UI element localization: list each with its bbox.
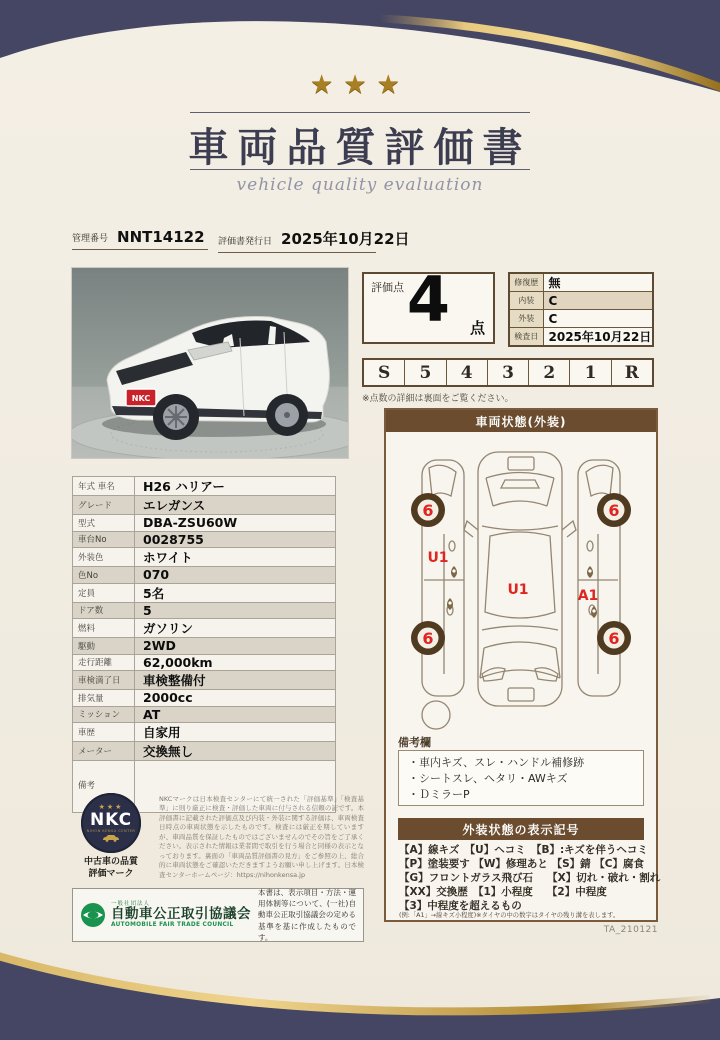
- tire-tread-rear-left: 6: [422, 629, 434, 648]
- exterior-grade-label: 外装: [509, 310, 543, 328]
- remark-line: ・車内キズ、スレ・ハンドル補修跡: [408, 756, 585, 769]
- table-row: [509, 292, 653, 310]
- legend-line: 【A】線キズ 【U】ヘコミ 【B】:キズを伴うヘコミ: [399, 844, 648, 856]
- nkc-logo: [72, 793, 150, 880]
- scale-note: ※点数の詳細は裏面をご覧ください。: [362, 394, 514, 404]
- spec-label: 駆動: [73, 638, 135, 655]
- table-row: [73, 690, 336, 707]
- spec-value: 自家用: [135, 723, 336, 742]
- table-row: [73, 515, 336, 532]
- council-statement: 本書は、表示項目・方法・運用体制等について、(一社)自動車公正取引協議会の定める基準を基に作成したものです。: [258, 887, 356, 942]
- spec-label: 型式: [73, 515, 135, 532]
- score-unit: 点: [469, 319, 485, 337]
- table-row: [73, 671, 336, 690]
- score-label: 評価点: [371, 281, 404, 294]
- table-row: [509, 328, 653, 347]
- legend-line: 【P】塗装要す 【W】修理あと 【S】錆 【C】腐食: [399, 857, 645, 870]
- table-row: [509, 310, 653, 328]
- spec-value: H26 ハリアー: [135, 477, 336, 496]
- table-row: [509, 273, 653, 292]
- remark-line: ・シートスレ、ヘタリ・AWキズ: [408, 771, 568, 785]
- table-row: [73, 496, 336, 515]
- legend-header: 外装状態の表示記号: [398, 818, 644, 840]
- spec-value: ガソリン: [135, 619, 336, 638]
- tire-tread-front-left: 6: [422, 501, 434, 520]
- nkc-logo-subtext: NIHON KENSA CENTER: [86, 829, 136, 834]
- table-row: [73, 706, 336, 723]
- table-row: [73, 567, 336, 584]
- table-row: [73, 742, 336, 761]
- title-rule-top: [190, 112, 530, 113]
- spec-label: 車台No: [73, 531, 135, 548]
- exterior-grade-value: C: [543, 310, 653, 328]
- spec-label: 車検満了日: [73, 671, 135, 690]
- spec-value: 車検整備付: [135, 671, 336, 690]
- score-value: 4: [406, 263, 451, 336]
- council-org-type: 一般社団法人: [111, 900, 151, 907]
- table-row: [73, 619, 336, 638]
- spec-value: 2WD: [135, 638, 336, 655]
- council-logo-group: [80, 902, 251, 929]
- scale-cell-s: S: [364, 360, 405, 385]
- repair-history-value: 無: [543, 273, 653, 292]
- vehicle-photo: [72, 268, 348, 458]
- score-box: [362, 263, 495, 344]
- spec-label: 備考: [73, 761, 135, 813]
- spec-label: メーター: [73, 742, 135, 761]
- spec-value: 交換無し: [135, 742, 336, 761]
- spec-value: 0028755: [135, 531, 336, 548]
- management-number-value: NNT14122: [117, 228, 205, 246]
- inspection-date-label: 検査日: [509, 328, 543, 347]
- score-scale: [362, 358, 654, 387]
- management-number-label: 管理番号: [72, 234, 109, 244]
- spec-value: 5名: [135, 583, 336, 602]
- spec-value: ホワイト: [135, 548, 336, 567]
- spec-label: 排気量: [73, 690, 135, 707]
- car-icon: [102, 834, 120, 842]
- page-subtitle: vehicle quality evaluation: [236, 175, 484, 195]
- spec-label: 走行距離: [73, 654, 135, 671]
- table-row: [73, 477, 336, 496]
- issue-date-label: 評価書発行日: [218, 237, 273, 247]
- spec-label: 車歴: [73, 723, 135, 742]
- fair-trade-council-box: [72, 888, 364, 942]
- legend-line: 【XX】交換歴 【1】小程度 【2】中程度: [399, 885, 607, 898]
- remarks-box: [398, 750, 644, 806]
- interior-grade-value: C: [543, 292, 653, 310]
- council-org-en: AUTOMOBILE FAIR TRADE COUNCIL: [111, 921, 234, 928]
- table-row: [73, 531, 336, 548]
- nkc-logo-text: NKC: [89, 809, 133, 830]
- issue-date: [218, 228, 410, 253]
- scale-cell-3: 3: [488, 360, 529, 385]
- tire-tread-front-right: 6: [608, 501, 620, 520]
- spec-value: 62,000km: [135, 654, 336, 671]
- inspection-date-value: 2025年10月22日: [543, 328, 653, 347]
- issue-date-value: 2025年10月22日: [281, 230, 410, 248]
- damage-marker-roof: U1: [507, 582, 529, 598]
- legend-line: 【G】フロントガラス飛び石 【X】切れ・破れ・割れ: [399, 871, 661, 884]
- spec-label: ドア数: [73, 602, 135, 619]
- spec-label: 年式 車名: [73, 477, 135, 496]
- nkc-caption-line1: 中古車の品質: [83, 857, 138, 867]
- table-row: [73, 723, 336, 742]
- nkc-caption-line2: 評価マーク: [88, 868, 134, 879]
- scale-cell-2: 2: [529, 360, 570, 385]
- condition-panel-header: 車両状態(外装): [386, 410, 656, 432]
- title-rule-bottom: [190, 169, 530, 170]
- exterior-condition-panel: [384, 408, 661, 922]
- tire-tread-rear-right: 6: [608, 629, 620, 648]
- table-row: [73, 583, 336, 602]
- council-logo-icon: [80, 902, 106, 928]
- table-row: [73, 654, 336, 671]
- damage-marker-left: U1: [427, 550, 449, 566]
- form-code: TA_210121: [603, 925, 658, 935]
- legend-lines: [399, 844, 661, 914]
- interior-grade-label: 内装: [509, 292, 543, 310]
- page-title: 車両品質評価書: [188, 124, 532, 171]
- spec-value: 070: [135, 567, 336, 584]
- nkc-section: [72, 793, 364, 880]
- legend-note: (例:「A1」→線キズ小程度)※タイヤの中の数字はタイヤの残り溝を表します。: [399, 912, 620, 919]
- spec-label: 色No: [73, 567, 135, 584]
- nkc-logo-circle: [81, 793, 141, 853]
- spec-label: 燃料: [73, 619, 135, 638]
- spec-label: ミッション: [73, 706, 135, 723]
- management-number: [72, 228, 208, 250]
- remarks-label: 備考欄: [398, 736, 431, 749]
- spec-value: DBA-ZSU60W: [135, 515, 336, 532]
- spec-label: 外装色: [73, 548, 135, 567]
- council-org-name: 自動車公正取引協議会: [111, 906, 251, 923]
- inspection-info-table: [508, 272, 654, 347]
- spec-label: グレード: [73, 496, 135, 515]
- spec-value: 2000cc: [135, 690, 336, 707]
- vehicle-spec-table: [72, 476, 336, 813]
- scale-cell-5: 5: [405, 360, 446, 385]
- nkc-caption: [72, 857, 150, 880]
- car-condition-diagram: [392, 434, 650, 730]
- repair-history-label: 修復歴: [509, 273, 543, 292]
- table-row: [73, 638, 336, 655]
- spec-value: AT: [135, 706, 336, 723]
- header-stars: ★★★: [310, 70, 410, 100]
- spec-label: 定員: [73, 583, 135, 602]
- scale-cell-r: R: [624, 362, 639, 383]
- spec-value: 5: [135, 602, 336, 619]
- photo-plate-text: NKC: [131, 394, 151, 403]
- legend-line: 【3】中程度を超えるもの: [399, 899, 522, 912]
- table-row: [73, 602, 336, 619]
- scale-cell-4: 4: [447, 360, 488, 385]
- table-row: [73, 548, 336, 567]
- nkc-stars-icon: ★★★: [98, 802, 124, 811]
- scale-cell-1: 1: [570, 360, 611, 385]
- damage-marker-right: A1: [577, 588, 599, 604]
- spec-value: エレガンス: [135, 496, 336, 515]
- nkc-description: NKCマークは日本検査センターにて統一された「評価基準」「検査基準」に則り厳正に検査・評価した車両に付与される信頼の証です。本評価書に記載された評価点及び内装・外装に関する評価は、車両検査日時点の車両状態を示したものです。検査には厳正を期していますが、車両品質を保証したものではございませんのでその旨をご了承ください。表示された情報は業者間で取引を行う場合と同様の表示となっております。裏面の「車両品質評価書の見方」をご参照の上、総合的に車両状態をご確認いただきますようお願い申し上げます。日本検査センターホームページ：https://nihonkensa.jp: [159, 795, 364, 879]
- council-names: [111, 902, 251, 929]
- remark-line: ・ＤミラーP: [408, 787, 470, 801]
